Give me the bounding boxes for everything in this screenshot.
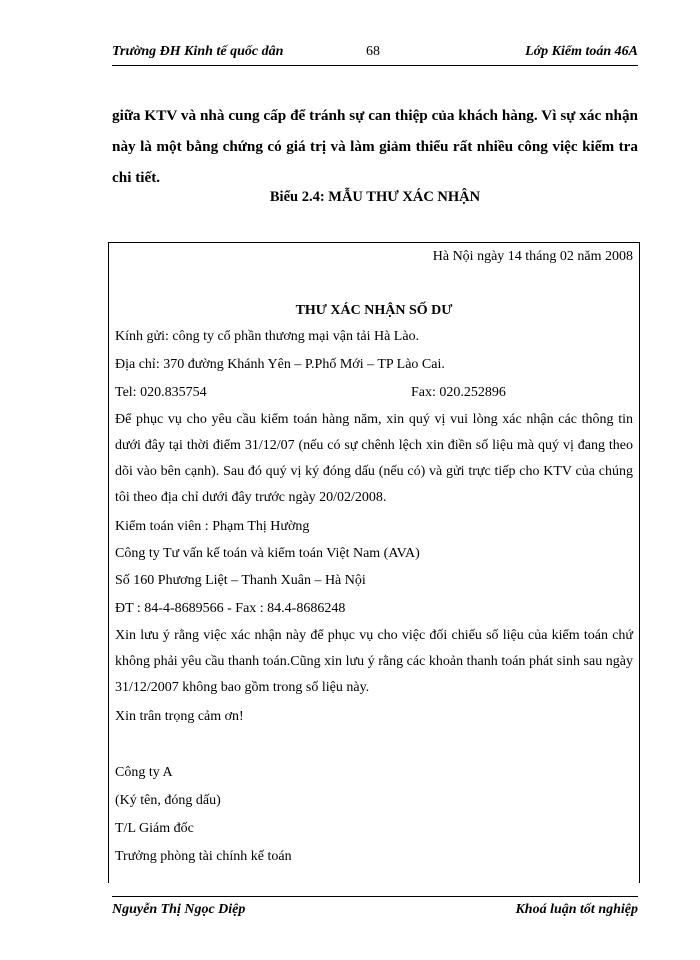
page-number: 68: [366, 44, 380, 59]
sign-position: Trưởng phòng tài chính kế toán: [115, 849, 292, 864]
auditor-line: Kiểm toán viên : Phạm Thị Hường: [115, 519, 310, 534]
sign-note: (Ký tên, đóng dấu): [115, 793, 221, 808]
class-name: Lớp Kiểm toán 46A: [525, 44, 638, 59]
phone-fax-line: ĐT : 84-4-8689566 - Fax : 84.4-8686248: [115, 601, 346, 616]
address-line: Địa chỉ: 370 đường Khánh Yên – P.Phố Mới – TP Lào Cai.: [115, 357, 445, 372]
company-line: Công ty Tư vấn kế toán và kiểm toán Việt Nam (AVA): [115, 546, 420, 561]
thanks-line: Xin trân trọng cảm ơn!: [115, 709, 244, 724]
company-address-line: Số 160 Phương Liệt – Thanh Xuân – Hà Nội: [115, 573, 366, 588]
letter-title: THƯ XÁC NHẬN SỐ DƯ: [295, 303, 453, 318]
page-footer: [112, 902, 638, 922]
author-name: Nguyễn Thị Ngọc Diệp: [112, 902, 246, 917]
figure-caption: Biểu 2.4: MẪU THƯ XÁC NHẬN: [269, 189, 481, 205]
sign-company: Công ty A: [115, 765, 173, 780]
intro-text: giữa KTV và nhà cung cấp để tránh sự can thiệp của khách hàng. Vì sự xác nhận này là một bằng chứng có giá trị và làm giảm thiểu rất nhiều công việc kiểm tra chi tiết.: [112, 107, 638, 186]
recipient-line: Kính gửi: công ty cổ phần thương mại vận tải Hà Lào.: [115, 329, 420, 344]
confirmation-letter: [108, 242, 640, 883]
header-divider: [112, 65, 638, 66]
note-paragraph: [115, 623, 633, 701]
intro-paragraph: [112, 100, 638, 193]
tel-line: Tel: 020.835754: [115, 385, 207, 400]
school-name: Trường ĐH Kinh tế quốc dân: [112, 44, 284, 59]
request-text: Để phục vụ cho yêu cầu kiểm toán hàng năm, xin quý vị vui lòng xác nhận các thông tin dưới đây tại thời điểm 31/12/07 (nếu có sự chênh lệch xin điền số liệu mà quý vị đang theo dõi vào bên cạnh). Sau đó quý vị ký đóng dấu (nếu có) và gửi trực tiếp cho KTV của chúng tôi theo địa chỉ dưới đây trước ngày 20/02/2008.: [115, 412, 633, 505]
note-text: Xin lưu ý rằng việc xác nhận này để phục vụ cho việc đối chiếu số liệu của kiểm toán chứ không phải yêu cầu thanh toán.Cũng xin lưu ý rằng các khoản thanh toán phát sinh sau ngày 31/12/2007 không bao gồm trong số liệu này.: [115, 628, 633, 695]
footer-divider: [112, 896, 638, 897]
page-header: [112, 44, 638, 64]
sign-role: T/L Giám đốc: [115, 821, 194, 836]
document-type: Khoá luận tốt nghiệp: [515, 902, 638, 917]
fax-line: Fax: 020.252896: [411, 385, 506, 400]
request-paragraph: [115, 407, 633, 511]
letter-date: Hà Nội ngày 14 tháng 02 năm 2008: [432, 249, 633, 264]
